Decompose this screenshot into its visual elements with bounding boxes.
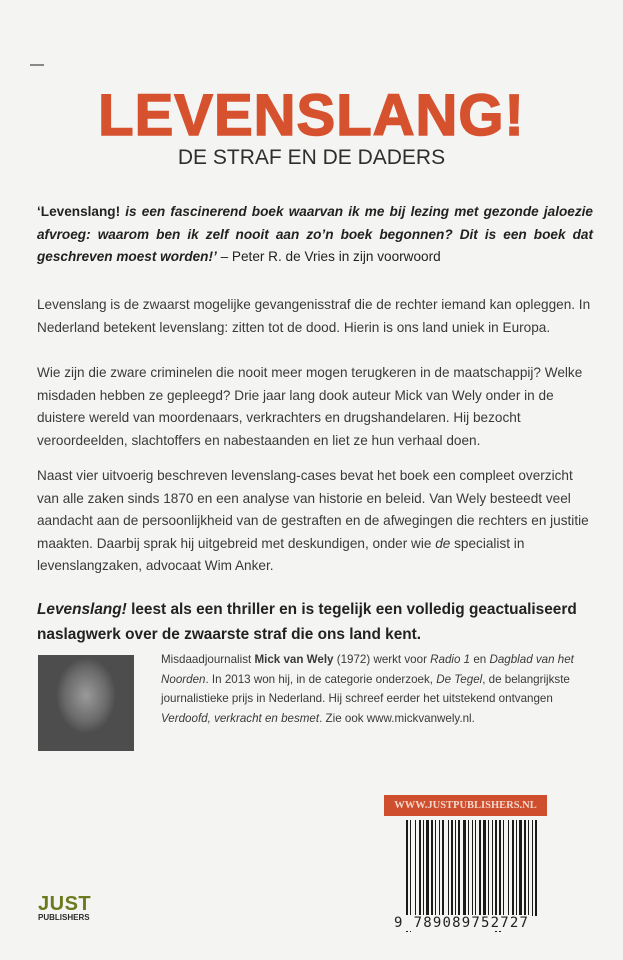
quote-attribution: – Peter R. de Vries in zijn voorwoord [216, 249, 441, 265]
bio-newspaper: Dagblad van het Noorden [161, 653, 574, 686]
bio-text: . In 2013 won hij, in de categorie onderzoek, [205, 672, 437, 686]
author-name: Mick van Wely [254, 653, 334, 666]
publisher-url-badge: WWW.JUSTPUBLISHERS.NL [384, 795, 547, 816]
quote-book-name: ‘Levenslang! [37, 204, 121, 219]
isbn-number [394, 915, 529, 931]
barcode-bar [419, 820, 421, 916]
author-bio [161, 650, 581, 728]
paragraph-criminals: Wie zijn die zware criminelen die nooit meer mogen terugkeren in de maatschappij? Welke misdaden hebben ze gepleegd? Drie jaar lang dook auteur Mick van Wely onder in de duistere wereld van moordenaars, verkrachters en drugshandelaren. Hij bezocht veroordeelden, slachtoffers en nabestaanden en liet ze hun verhaal doen. [37, 365, 583, 448]
barcode-bar [458, 820, 460, 916]
lead-book-name: Levenslang! [37, 601, 127, 618]
isbn-prefix-digit: 9 [394, 915, 404, 931]
bio-text: , de belangrijkste journalistieke prijs in Nederland. Hij schreef eerder het uitstekend ontvangen [161, 672, 570, 706]
barcode-bar [415, 820, 416, 916]
barcode-bar [508, 820, 509, 916]
barcode-bar [442, 820, 444, 916]
bio-radio: Radio 1 [430, 653, 471, 666]
bio-text: Misdaadjournalist [161, 653, 255, 666]
paragraph-intro: Levenslang is de zwaarst mogelijke gevangenisstraf die de rechter iemand kan opleggen. In Nederland betekent levenslang: zitten tot de dood. Hierin is ons land uniek in Europa. [37, 297, 591, 335]
barcode-bar [448, 820, 449, 916]
barcode-bar [431, 820, 433, 916]
barcode-bar [468, 820, 469, 916]
book-subtitle: DE STRAF EN DE DADERS [177, 146, 446, 169]
crop-mark [30, 64, 44, 66]
logo-just: JUST [38, 893, 92, 915]
barcode-bar [423, 820, 424, 916]
barcode-bar [503, 820, 504, 916]
paragraph-text: Naast vier uitvoerig beschreven levenslang-cases bevat het boek een compleet overzicht van alle zaken sinds 1870 en een analyse van historie en beleid. Van Wely besteedt veel aandacht aan de persoonlijkheid van de gestraften en de afwegingen die rechters en justitie maakten. Daarbij sprak hij uitgebreid met deskundigen, onder wie [37, 468, 589, 551]
quote-text: is een fascinerend boek waarvan ik me bij lezing met gezonde jaloezie afvroeg: waarom ben ik zelf nooit aan zo’n boek begonnen? Dit is een boek dat geschreven moest worden!’ [37, 204, 593, 265]
barcode-bar [435, 820, 436, 916]
barcode-bar [492, 820, 493, 916]
barcode-bar [426, 820, 429, 916]
barcode-bar [475, 820, 476, 916]
bio-prize: De Tegel [436, 672, 483, 686]
barcode-bar [483, 820, 486, 916]
bio-text: (1972) werkt voor [333, 653, 431, 666]
paragraph-contents [37, 465, 593, 578]
book-title: LEVENSLANG! [98, 83, 525, 148]
barcode-bar [455, 820, 456, 916]
barcode-bar [524, 820, 526, 916]
barcode-bar [479, 820, 481, 916]
barcode-bar [528, 820, 529, 916]
barcode-bar [451, 820, 453, 916]
barcode-bar [463, 820, 466, 916]
barcode-bar [472, 820, 473, 916]
bio-previous-book: Verdoofd, verkracht en besmet [161, 711, 320, 725]
logo-publishers: PUBLISHERS [38, 913, 90, 922]
barcode-bar [488, 820, 489, 916]
barcode-bar [532, 820, 533, 916]
bio-text: . Zie ook www.mickvanwely.nl. [319, 711, 475, 725]
lead-statement [37, 597, 593, 647]
lead-text: leest als een thriller en is tegelijk een volledig geactualiseerd naslagwerk over de zwaarste straf die ons land kent. [37, 601, 577, 643]
publisher-logo [38, 895, 91, 922]
barcode-bar [512, 820, 514, 916]
paragraph-text: specialist in levenslangzaken, advocaat Wim Anker. [37, 535, 525, 574]
endorsement-quote [37, 201, 593, 269]
barcode-bar [439, 820, 440, 916]
bio-text: en [470, 653, 490, 666]
isbn-digits: 789089752727 [413, 915, 530, 931]
paragraph-emphasis: de [435, 535, 451, 551]
author-photo [38, 655, 134, 751]
barcode-bar [535, 820, 537, 916]
barcode-bar [516, 820, 517, 916]
barcode-bar [519, 820, 522, 916]
